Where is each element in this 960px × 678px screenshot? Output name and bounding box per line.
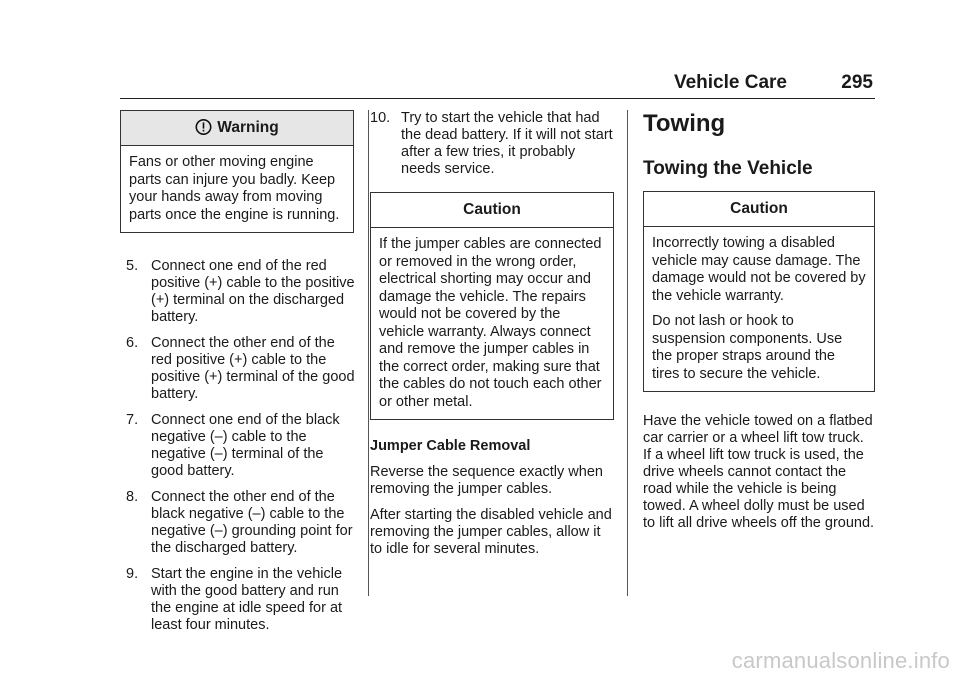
subsection-heading: Towing the Vehicle bbox=[643, 158, 813, 179]
page-header bbox=[120, 72, 875, 99]
watermark: carmanualsonline.info bbox=[731, 648, 950, 673]
column-3 bbox=[643, 110, 875, 541]
column-divider bbox=[627, 110, 628, 596]
warning-title-text: Warning bbox=[217, 119, 279, 136]
subheading: Jumper Cable Removal bbox=[370, 438, 531, 454]
step-number: 6. bbox=[126, 335, 139, 351]
paragraph: Reverse the sequence exactly when removing the jumper cables. bbox=[370, 464, 603, 497]
caution-box-title: Caution bbox=[371, 193, 613, 228]
caution-box bbox=[370, 192, 614, 420]
caution-box-body bbox=[371, 228, 613, 419]
paragraph: After starting the disabled vehicle and removing the jumper cables, allow it to idle for several minutes. bbox=[370, 507, 612, 557]
step-number: 10. bbox=[370, 110, 391, 126]
step-number: 7. bbox=[126, 412, 139, 428]
warning-box bbox=[120, 110, 354, 233]
column-1 bbox=[120, 110, 356, 643]
step-text: Connect the other end of the black negative (–) cable to the negative (–) grounding point for the discharged battery. bbox=[151, 489, 353, 556]
warning-box-body bbox=[121, 146, 353, 232]
step-number: 9. bbox=[126, 566, 139, 582]
list-item bbox=[370, 110, 614, 178]
caution-text: Do not lash or hook to suspension components. Use the proper straps around the tires to secure the vehicle. bbox=[652, 313, 843, 382]
step-text: Connect one end of the black negative (–) cable to the negative (–) terminal of the good battery. bbox=[151, 412, 340, 479]
caution-text: If the jumper cables are connected or removed in the wrong order, electrical shorting may occur and damage the vehicle. The repairs would not be covered by the vehicle warranty. Always connect and remove the jumper cables in the correct order, making sure that the cables do not touch each other or other metal. bbox=[379, 236, 602, 410]
list-item bbox=[120, 258, 356, 326]
list-item bbox=[120, 335, 356, 403]
step-text: Connect the other end of the red positive (+) cable to the positive (+) terminal of the good battery. bbox=[151, 335, 355, 402]
section-title: Vehicle Care bbox=[673, 72, 787, 93]
step-list bbox=[370, 110, 614, 178]
list-item bbox=[120, 489, 356, 557]
step-text: Start the engine in the vehicle with the good battery and run the engine at idle speed for at least four minutes. bbox=[151, 566, 343, 633]
caution-text: Incorrectly towing a disabled vehicle may cause damage. The damage would not be covered by the vehicle warranty. bbox=[652, 235, 866, 304]
step-list bbox=[120, 258, 356, 634]
warning-triangle-icon bbox=[195, 114, 212, 148]
caution-box-title: Caution bbox=[644, 192, 874, 227]
section-heading: Towing bbox=[643, 110, 726, 137]
caution-box bbox=[643, 191, 875, 392]
warning-box-title bbox=[121, 111, 353, 146]
list-item bbox=[120, 412, 356, 480]
paragraph: Have the vehicle towed on a flatbed car carrier or a wheel lift tow truck. If a wheel lift tow truck is used, the drive wheels cannot contact the road while the vehicle is being towed. A wheel dolly must be used to lift all drive wheels off the ground. bbox=[643, 413, 875, 531]
page-number: 295 bbox=[841, 72, 873, 93]
step-text: Connect one end of the red positive (+) cable to the positive (+) terminal on the discharged battery. bbox=[151, 258, 355, 325]
warning-text: Fans or other moving engine parts can injure you badly. Keep your hands away from moving parts once the engine is running. bbox=[129, 154, 340, 223]
step-number: 5. bbox=[126, 258, 139, 274]
step-text: Try to start the vehicle that had the dead battery. If it will not start after a few tries, it probably needs service. bbox=[401, 110, 613, 177]
caution-box-body bbox=[644, 227, 874, 391]
list-item bbox=[120, 566, 356, 634]
step-number: 8. bbox=[126, 489, 139, 505]
column-divider bbox=[368, 110, 369, 596]
column-2 bbox=[370, 110, 614, 567]
